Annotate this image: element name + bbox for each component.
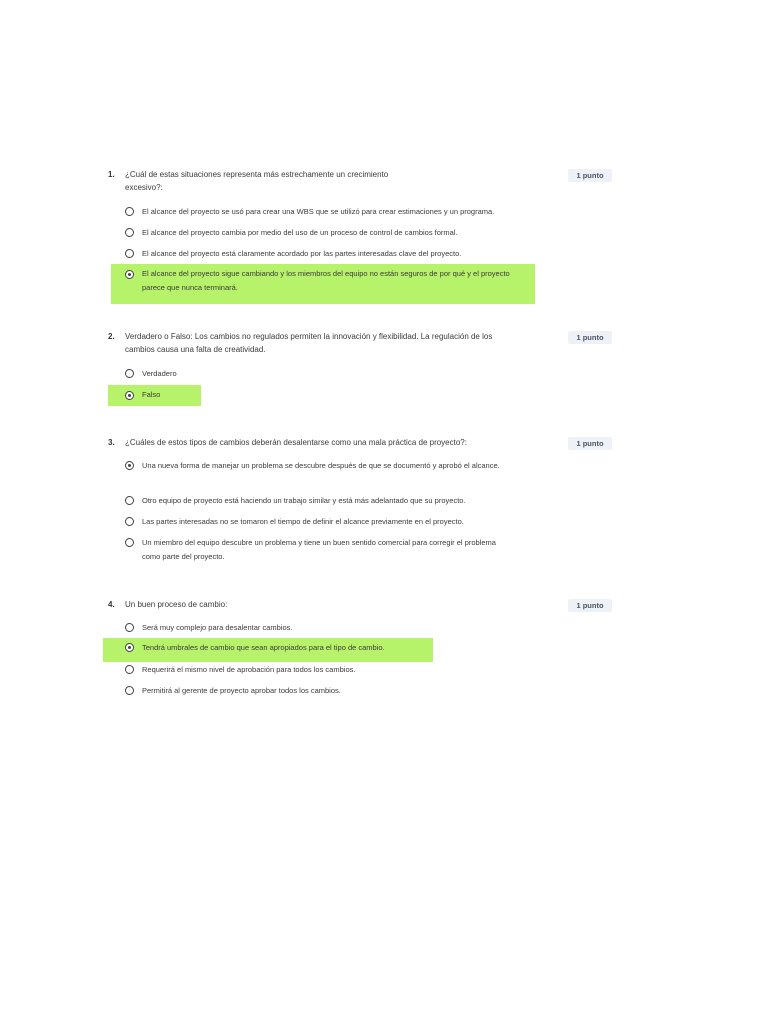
radio-button[interactable] bbox=[125, 207, 134, 216]
radio-button-checked[interactable] bbox=[125, 270, 134, 279]
radio-button[interactable] bbox=[125, 686, 134, 695]
question-number: 3. bbox=[108, 438, 115, 447]
question-text: ¿Cuál de estas situaciones representa más estrechamente un crecimiento excesivo?: bbox=[125, 170, 389, 192]
answer-option[interactable] bbox=[108, 683, 528, 699]
answer-option[interactable] bbox=[108, 204, 528, 220]
option-label: Tendrá umbrales de cambio que sean apropiados para el tipo de cambio. bbox=[142, 643, 385, 652]
option-label: El alcance del proyecto sigue cambiando y los miembros del equipo no están seguros de por qué y el proyecto parece que nunca terminará. bbox=[142, 269, 510, 292]
radio-button[interactable] bbox=[125, 228, 134, 237]
radio-button[interactable] bbox=[125, 623, 134, 632]
answer-option[interactable] bbox=[108, 662, 528, 678]
radio-button[interactable] bbox=[125, 538, 134, 547]
answer-option[interactable] bbox=[108, 246, 528, 262]
option-label: Permitirá al gerente de proyecto aprobar todos los cambios. bbox=[142, 686, 341, 695]
question-number: 2. bbox=[108, 332, 115, 341]
question-text: Verdadero o Falso: Los cambios no regulados permiten la innovación y flexibilidad. La regulación de los cambios causa una falta de creatividad. bbox=[125, 332, 493, 354]
option-label: Otro equipo de proyecto está haciendo un trabajo similar y está más adelantado que su proyecto. bbox=[142, 496, 466, 505]
answer-option[interactable] bbox=[108, 535, 528, 563]
radio-button-checked[interactable] bbox=[125, 461, 134, 470]
radio-button[interactable] bbox=[125, 249, 134, 258]
radio-button[interactable] bbox=[125, 665, 134, 674]
option-label: Un miembro del equipo descubre un problema y tiene un buen sentido comercial para corregir el problema como parte del proyecto. bbox=[142, 538, 496, 561]
question-text: Un buen proceso de cambio: bbox=[125, 600, 228, 609]
points-badge: 1 punto bbox=[568, 331, 612, 344]
option-label: Una nueva forma de manejar un problema se descubre después de que se documentó y aprobó el alcance. bbox=[142, 461, 500, 470]
points-badge: 1 punto bbox=[568, 599, 612, 612]
option-label: El alcance del proyecto está claramente acordado por las partes interesadas clave del proyecto. bbox=[142, 249, 462, 258]
radio-button-checked[interactable] bbox=[125, 391, 134, 400]
answer-option[interactable] bbox=[108, 620, 528, 636]
answer-option-selected[interactable] bbox=[108, 385, 201, 406]
option-label: Verdadero bbox=[142, 369, 177, 378]
points-badge: 1 punto bbox=[568, 169, 612, 182]
points-badge: 1 punto bbox=[568, 437, 612, 450]
radio-button-checked[interactable] bbox=[125, 643, 134, 652]
question-text: ¿Cuáles de estos tipos de cambios deberán desalentarse como una mala práctica de proyecto?: bbox=[125, 438, 467, 447]
option-label: Las partes interesadas no se tomaron el tiempo de definir el alcance previamente en el proyecto. bbox=[142, 517, 464, 526]
answer-option[interactable] bbox=[108, 514, 528, 530]
option-label: El alcance del proyecto se usó para crear una WBS que se utilizó para crear estimaciones y un programa. bbox=[142, 207, 495, 216]
answer-option-checked[interactable] bbox=[108, 458, 528, 486]
radio-button[interactable] bbox=[125, 369, 134, 378]
question-number: 1. bbox=[108, 170, 115, 179]
answer-option-selected[interactable] bbox=[103, 638, 433, 662]
option-label: Será muy complejo para desalentar cambios. bbox=[142, 623, 293, 632]
answer-option[interactable] bbox=[108, 366, 228, 382]
radio-button[interactable] bbox=[125, 517, 134, 526]
question-number: 4. bbox=[108, 600, 115, 609]
answer-option-selected[interactable] bbox=[111, 264, 535, 304]
radio-button[interactable] bbox=[125, 496, 134, 505]
answer-option[interactable] bbox=[108, 493, 528, 509]
option-label: Falso bbox=[142, 390, 161, 399]
answer-option[interactable] bbox=[108, 225, 528, 241]
option-label: Requerirá el mismo nivel de aprobación para todos los cambios. bbox=[142, 665, 356, 674]
option-label: El alcance del proyecto cambia por medio del uso de un proceso de control de cambios formal. bbox=[142, 228, 458, 237]
